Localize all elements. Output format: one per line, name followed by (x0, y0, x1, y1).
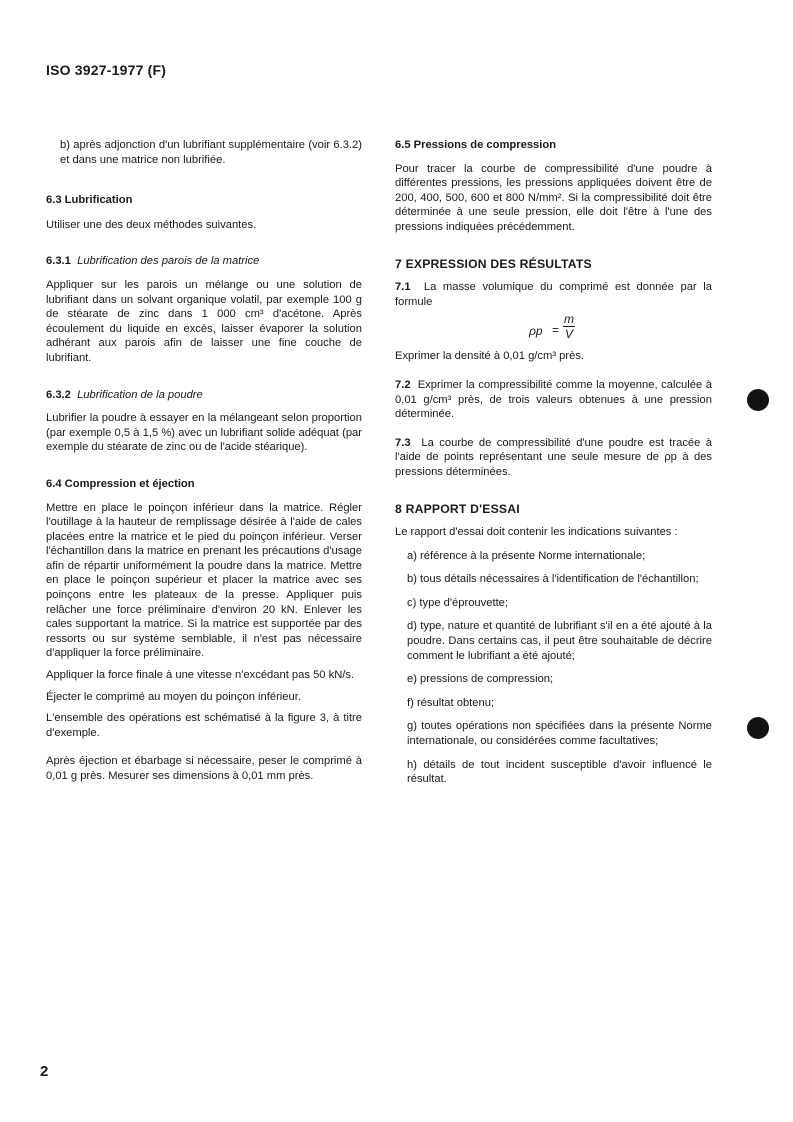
section-6-3-2-text: Lubrifier la poudre à essayer en la mélangeant selon proportion (par exemple 0,5 à 1,5 %) avec un lubrifiant solide adéquat (par exemple du stéarate de zinc ou de l'acide stéarique). (46, 412, 362, 454)
punch-hole-top (747, 389, 769, 411)
section-7-2-text (395, 378, 712, 422)
list-item-b: b) après adjonction d'un lubrifiant supplémentaire (voir 6.3.2) et dans une matrice non lubrifiée. (60, 139, 362, 166)
report-item-e: e) pressions de compression; (407, 673, 554, 686)
section-6-3-2-heading (46, 388, 362, 403)
section-7-3-number: 7.3 (395, 436, 411, 449)
report-item-c: c) type d'éprouvette; (407, 596, 509, 609)
section-7-1-body: La masse volumique du comprimé est donnée par la formule (395, 281, 712, 308)
section-8-intro: Le rapport d'essai doit contenir les indications suivantes : (395, 526, 678, 539)
section-7-1-number: 7.1 (395, 281, 411, 294)
section-6-3-2-number: 6.3.2 (46, 388, 71, 401)
section-6-4-p3: Éjecter le comprimé au moyen du poinçon inférieur. (46, 690, 301, 703)
left-column (46, 138, 362, 784)
section-7-title: 7 EXPRESSION DES RÉSULTATS (395, 256, 592, 271)
section-7-2-number: 7.2 (395, 378, 411, 391)
section-7-3-text (395, 436, 712, 480)
section-6-3-1-title: Lubrification des parois de la matrice (77, 255, 260, 268)
report-item-h: h) détails de tout incident susceptible d'avoir influencé le résultat. (407, 758, 712, 786)
section-7-1-text (395, 280, 712, 309)
punch-hole-bottom (747, 717, 769, 739)
section-6-3-1-heading (46, 254, 362, 269)
section-6-5-text: Pour tracer la courbe de compressibilité d'une poudre à différentes pressions, les pressions appliquées doivent être de 200, 400, 500, 600 et 800 N/mm². Si la compressibilité doit être déterminée à une seule pression, elle doit l'être à l'une des pressions indiquées précédemment. (395, 162, 712, 233)
section-6-5-title: 6.5 Pressions de compression (395, 139, 557, 151)
document-header: ISO 3927-1977 (F) (46, 62, 167, 78)
report-item-a: a) référence à la présente Norme internationale; (407, 549, 646, 562)
formula-fraction (563, 313, 575, 341)
section-6-3-1-text: Appliquer sur les parois un mélange ou une solution de lubrifiant dans un solvant organique volatil, par exemple 100 g de stéarate de zinc dans 1 000 cm³ d'acétone. Après écoulement du liquide en excès, laisser évaporer la solution adhérant aux parois afin de laisser une fine couche de lubrifiant. (46, 278, 362, 364)
density-formula (395, 313, 712, 343)
formula-equals: = (552, 323, 560, 338)
report-item-b: b) tous détails nécessaires à l'identification de l'échantillon; (407, 573, 699, 586)
right-column (395, 138, 712, 787)
section-7-1-precision: Exprimer la densité à 0,01 g/cm³ près. (395, 350, 585, 363)
report-item-g: g) toutes opérations non spécifiées dans la présente Norme internationale, ou considérées comme facultatives; (407, 720, 712, 748)
section-7-2-body: Exprimer la compressibilité comme la moyenne, calculée à 0,01 g/cm³ près, de trois valeurs obtenues à une pression déterminée. (395, 378, 712, 421)
section-7-3-body: La courbe de compressibilité d'une poudre est tracée à l'aide de points représentant une seule mesure de ρp à des pressions déterminées. (395, 436, 713, 478)
section-6-4-title: 6.4 Compression et éjection (46, 477, 195, 490)
formula-lhs: ρp (529, 324, 543, 339)
report-item-f: f) résultat obtenu; (407, 696, 495, 709)
section-6-3-2-title: Lubrification de la poudre (77, 388, 203, 401)
section-8-title: 8 RAPPORT D'ESSAI (395, 501, 520, 516)
section-6-4-p4: L'ensemble des opérations est schématisé à la figure 3, à titre d'exemple. (46, 712, 362, 739)
section-6-4-p5: Après éjection et ébarbage si nécessaire, peser le comprimé à 0,01 g près. Mesurer ses dimensions à 0,01 mm près. (46, 755, 362, 782)
report-item-d: d) type, nature et quantité de lubrifiant s'il en a été ajouté à la poudre. Dans certains cas, il peut être souhaitable de décrire comment le lubrifiant a été ajouté; (407, 620, 712, 662)
section-6-4-p2: Appliquer la force finale à une vitesse n'excédant pas 50 kN/s. (46, 669, 355, 682)
formula-denominator: V (564, 327, 573, 342)
section-6-3-1-number: 6.3.1 (46, 255, 71, 268)
section-6-4-p1: Mettre en place le poinçon inférieur dans la matrice. Régler l'outillage à la hauteur de remplissage désirée à l'aide de cales placées entre la matrice et le pied du poinçon inférieur. Verser l'échantillon dans la matrice en prenant les précautions d'usage afin de répartir uniformément la poudre dans la matrice. Mettre en place le poinçon supérieur et placer la matrice avec ses poinçons entre les plateaux de la presse. Appliquer puis relâcher une force préliminaire d'environ 20 kN. Enlever les cales supportant la matrice. Si la matrice est supportée par des ressorts ou sur système semblable, il n'est pas nécessaire d'appliquer la force préliminaire. (46, 501, 362, 660)
formula-numerator: m (564, 312, 574, 327)
section-6-3-title: 6.3 Lubrification (46, 194, 133, 207)
page-number: 2 (40, 1063, 49, 1080)
section-6-3-text: Utiliser une des deux méthodes suivantes. (46, 218, 257, 231)
